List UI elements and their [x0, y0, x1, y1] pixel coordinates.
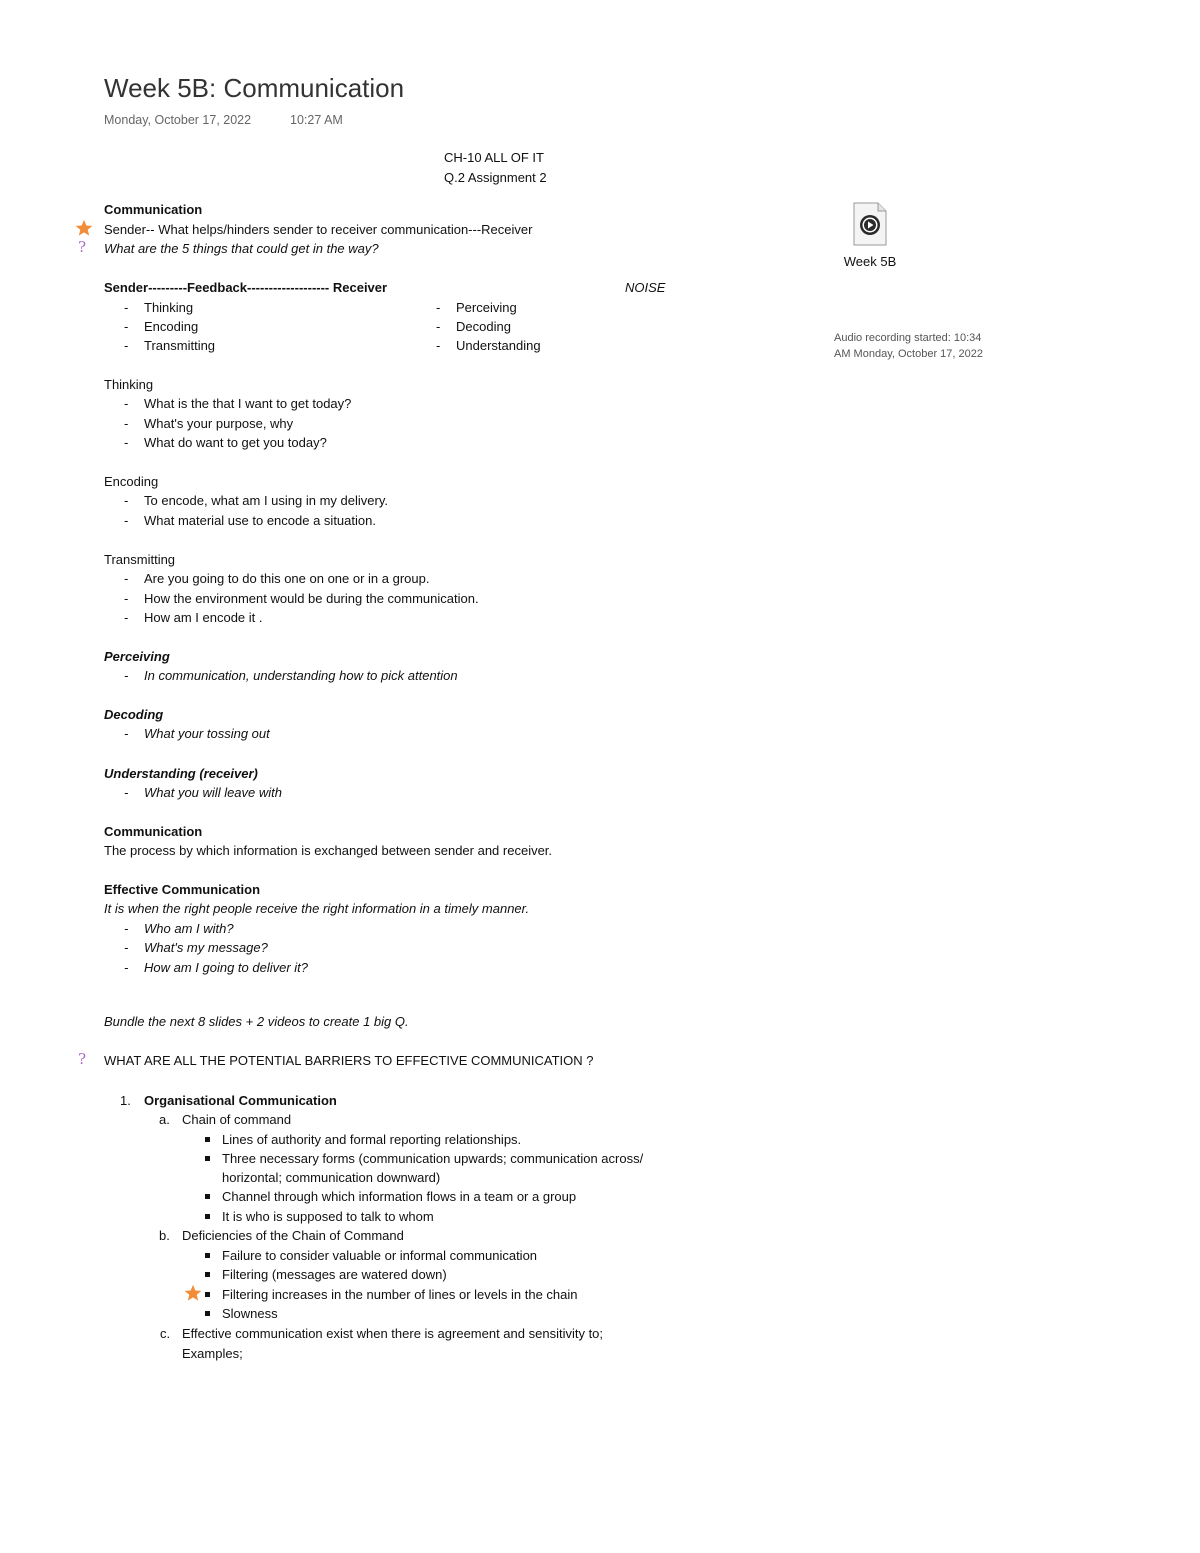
- subsection-letter: c.: [160, 1326, 171, 1341]
- audio-caption[interactable]: Week 5B: [843, 254, 897, 269]
- bullet-item: It is who is supposed to talk to whom: [222, 1209, 434, 1224]
- sender-item: - Thinking: [144, 298, 193, 317]
- question-tag-icon[interactable]: ?: [78, 238, 87, 256]
- sender-item: - Transmitting: [144, 336, 215, 355]
- list-item: - What material use to encode a situation.: [144, 511, 376, 530]
- subsection-letter: b.: [159, 1228, 170, 1243]
- list-item: - Are you going to do this one on one or in a group.: [144, 569, 429, 588]
- list-item: - What's my message?: [144, 938, 268, 957]
- effective-definition: It is when the right people receive the right information in a timely manner.: [104, 901, 530, 916]
- star-tag-icon[interactable]: [184, 1284, 202, 1302]
- bullet-item: Lines of authority and formal reporting relationships.: [222, 1132, 522, 1147]
- list-item: - Who am I with?: [144, 919, 234, 938]
- perceiving-heading: Perceiving: [104, 649, 170, 664]
- bullet-item: Filtering (messages are watered down): [222, 1267, 447, 1282]
- transmitting-heading: Transmitting: [104, 552, 176, 567]
- thinking-heading: Thinking: [104, 377, 154, 392]
- bullet-item: Channel through which information flows in a team or a group: [222, 1189, 577, 1204]
- list-item: - What you will leave with: [144, 783, 282, 802]
- list-item: - To encode, what am I using in my delivery.: [144, 491, 388, 510]
- subsection-text: Examples;: [182, 1346, 243, 1361]
- audio-file-icon[interactable]: [852, 202, 888, 246]
- bullet-item: Failure to consider valuable or informal communication: [222, 1248, 538, 1263]
- encoding-heading: Encoding: [104, 474, 159, 489]
- bullet-item: Slowness: [222, 1306, 278, 1321]
- effective-heading: Effective Communication: [104, 882, 261, 897]
- bullet-item: Three necessary forms (communication upwards; communication across/: [222, 1151, 644, 1166]
- list-item: - How the environment would be during the communication.: [144, 589, 479, 608]
- bullet-item: Filtering increases in the number of lines or levels in the chain: [222, 1287, 578, 1302]
- communication-definition: The process by which information is exchanged between sender and receiver.: [104, 843, 553, 858]
- receiver-item: - Understanding: [456, 336, 541, 355]
- page-date: Monday, October 17, 2022: [104, 113, 252, 127]
- flow-line: Sender---------Feedback------------------- Receiver: [104, 280, 388, 295]
- understanding-heading: Understanding (receiver): [104, 766, 258, 781]
- bundle-note: Bundle the next 8 slides + 2 videos to create 1 big Q.: [104, 1014, 409, 1029]
- page-title: Week 5B: Communication: [104, 73, 405, 103]
- list-item: - In communication, understanding how to pick attention: [144, 666, 458, 685]
- list-item: - What is the that I want to get today?: [144, 394, 351, 413]
- list-item: - What your tossing out: [144, 724, 270, 743]
- header-line-1: CH-10 ALL OF IT: [444, 150, 544, 165]
- receiver-item: - Perceiving: [456, 298, 517, 317]
- star-tag-icon[interactable]: [75, 219, 93, 237]
- list-item: - What do want to get you today?: [144, 433, 327, 452]
- list-item: - What's your purpose, why: [144, 414, 293, 433]
- receiver-item: - Decoding: [456, 317, 511, 336]
- section-title: Organisational Communication: [144, 1093, 337, 1108]
- audio-recording-note: Audio recording started: 10:34 AM Monday, October 17, 2022: [834, 332, 983, 360]
- list-item: - How am I encode it .: [144, 608, 263, 627]
- intro-line: Sender-- What helps/hinders sender to receiver communication---Receiver: [104, 222, 533, 237]
- flow-noise: NOISE: [625, 280, 666, 295]
- question-tag-icon[interactable]: ?: [78, 1050, 87, 1068]
- header-line-2: Q.2 Assignment 2: [444, 170, 547, 185]
- section-number: 1.: [120, 1093, 131, 1108]
- list-item: - How am I going to deliver it?: [144, 958, 308, 977]
- bullet-item-continuation: horizontal; communication downward): [222, 1170, 441, 1185]
- decoding-heading: Decoding: [104, 707, 164, 722]
- intro-heading: Communication: [104, 202, 203, 217]
- page-time: 10:27 AM: [290, 113, 343, 127]
- barriers-question: WHAT ARE ALL THE POTENTIAL BARRIERS TO EFFECTIVE COMMUNICATION ?: [104, 1053, 594, 1068]
- sender-item: - Encoding: [144, 317, 198, 336]
- subsection-title: Deficiencies of the Chain of Command: [182, 1228, 404, 1243]
- subsection-text: Effective communication exist when there is agreement and sensitivity to;: [182, 1326, 604, 1341]
- subsection-title: Chain of command: [182, 1112, 292, 1127]
- intro-question: What are the 5 things that could get in the way?: [104, 241, 379, 256]
- communication-heading: Communication: [104, 824, 203, 839]
- subsection-letter: a.: [159, 1112, 170, 1127]
